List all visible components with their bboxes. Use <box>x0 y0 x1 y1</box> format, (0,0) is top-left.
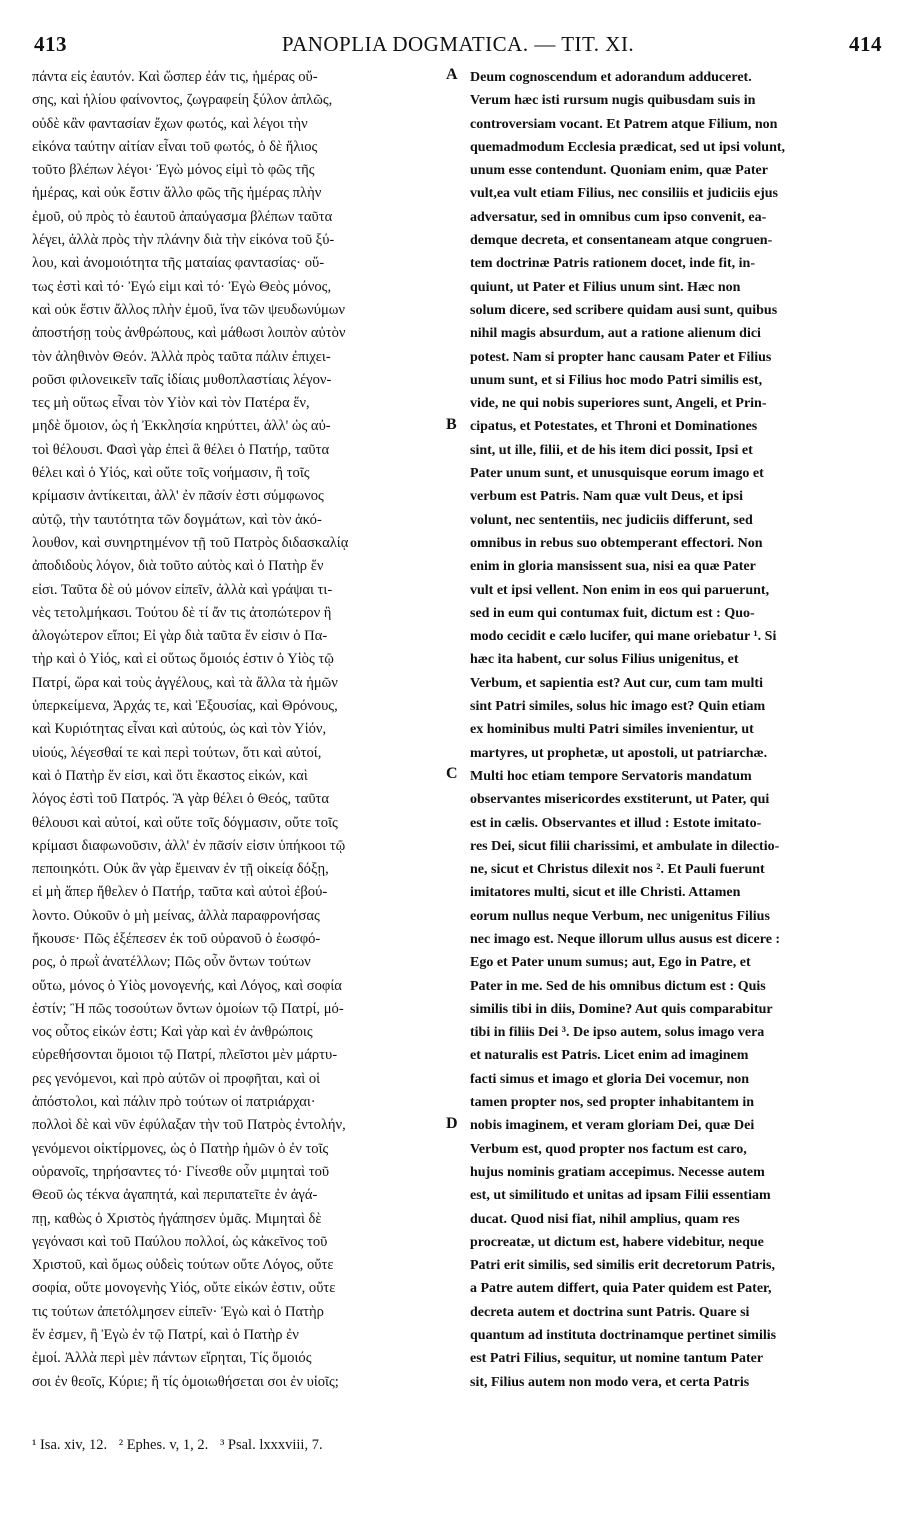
left-page-number: 413 <box>34 32 67 56</box>
text-line: ὑπερκείμενα, Ἀρχάς τε, καὶ Ἐξουσίας, καὶ Θρόνους, <box>32 698 338 715</box>
text-line: sit, Filius autem non modo vera, et certa Patris <box>470 1374 750 1390</box>
text-line: γενόμενοι οἰκτίρμονες, ὡς ὁ Πατὴρ ἡμῶν ὁ ἐν τοῖς <box>32 1140 329 1157</box>
text-line: θέλουσι καὶ αὐτοί, καὶ οὔτε τοῖς δόγμασιν, οὔτε τοῖς <box>32 814 338 831</box>
text-line: vide, ne qui nobis superiores sunt, Angeli, et Prin- <box>470 396 767 412</box>
text-line: λέγει, ἀλλὰ πρὸς τὴν πλάνην διὰ τὴν εἰκόνα τοῦ ξύ- <box>32 232 335 249</box>
text-line: procreatæ, ut dictum est, habere videbitur, neque <box>470 1234 764 1250</box>
text-line: οὐδὲ κἂν φαντασίαν ἔχων φωτός, καὶ λέγοι τὴν <box>32 115 308 132</box>
text-line: αὐτῷ, τὴν ταυτότητα τῶν δογμάτων, καὶ τὸν ἀκό- <box>32 511 322 528</box>
text-line: λόγος ἐστὶ τοῦ Πατρός. Ἃ γὰρ θέλει ὁ Θεός, ταῦτα <box>32 791 330 808</box>
text-line: εἰ μὴ ἅπερ ἤθελεν ὁ Πατήρ, ταῦτα καὶ αὐτοὶ ἐβού- <box>32 884 328 901</box>
text-line: καὶ οὐκ ἔστιν ἄλλος πλὴν ἐμοῦ, ἵνα τῶν ψευδωνύμων <box>32 301 345 318</box>
text-line: Θεοῦ ὡς τέκνα ἀγαπητά, καὶ περιπατεῖτε ἐν ἀγά- <box>32 1187 318 1204</box>
text-line: est in cælis. Observantes et illud : Estote imitato- <box>470 815 762 831</box>
footnote: ³ Psal. lxxxviii, 7. <box>219 1437 323 1453</box>
text-line: ne, sicut et Christus dilexit nos ². Et Pauli fuerunt <box>470 862 765 878</box>
text-line: λοντο. Οὐκοῦν ὁ μὴ μείνας, ἀλλὰ παραφρονήσας <box>32 907 320 924</box>
text-line: ἀπόστολοι, καὶ πάλιν πρὸ τούτων οἱ πατριάρχαι· <box>32 1094 316 1111</box>
text-line: similis tibi in diis, Domine? Aut quis comparabitur <box>470 1001 773 1017</box>
text-line: unum sunt, et si Filius hoc modo Patri similis est, <box>470 372 763 388</box>
margin-marker-d: D <box>446 1115 458 1132</box>
text-line: Verbum est, quod propter nos factum est caro, <box>470 1141 747 1157</box>
text-line: ducat. Quod nisi fiat, nihil amplius, quam res <box>470 1211 740 1227</box>
text-line: γεγόνασι καὶ τοῦ Παύλου πολλοί, ὡς κἀκεῖνος τοῦ <box>32 1233 328 1250</box>
text-line: hæc ita habent, cur solus Filius unigenitus, et <box>470 652 739 668</box>
text-line: sint Patri similes, solus hic imago est? Quin etiam <box>470 699 766 715</box>
text-line: nihil magis absurdum, aut a ratione alienum dici <box>470 326 761 342</box>
text-line: omnibus in rebus suo obtemperant effectori. Non <box>470 535 763 551</box>
text-line: Verbum, et sapientia est? Aut cur, cum tam multi <box>470 675 763 691</box>
text-line: verbum est Patris. Nam quæ vult Deus, et ipsi <box>470 489 743 505</box>
text-line: cipatus, et Potestates, et Throni et Dominationes <box>470 419 758 435</box>
text-line: τοῦτο βλέπων λέγοι· Ἐγὼ μόνος εἰμὶ τὸ φῶς τῆς <box>32 162 315 179</box>
text-line: ροῦσι φιλονεικεῖν ταῖς ἰδίαις μυθοπλαστίαις λέγον- <box>32 371 332 388</box>
text-line: est, ut similitudo et unitas ad ipsam Filii essentiam <box>470 1188 771 1204</box>
text-line: tibi in filiis Dei ³. De ipso autem, solus imago vera <box>470 1025 765 1041</box>
text-line: tem doctrinæ Patris rationem docet, inde fit, in- <box>470 256 755 272</box>
text-line: observantes misericordes exstiterunt, ut Pater, qui <box>470 792 770 808</box>
margin-marker-a: A <box>446 66 458 83</box>
text-line: vult,ea vult etiam Filius, nec consiliis et judiciis ejus <box>470 186 778 202</box>
footnote: ¹ Isa. xiv, 12. <box>32 1437 108 1453</box>
text-line: τες μὴ οὕτως εἶναι τὸν Υἱὸν καὶ τὸν Πατέρα ἕν, <box>32 395 310 412</box>
text-line: unum esse contendunt. Quoniam enim, quæ Pater <box>470 163 768 179</box>
text-line: πάντα εἰς ἑαυτόν. Καὶ ὥσπερ ἐάν τις, ἡμέρας οὔ- <box>32 69 318 85</box>
text-line: quantum ad instituta doctrinamque pertinet similis <box>470 1328 777 1344</box>
text-line: οὕτω, μόνος ὁ Υἱὸς μονογενής, καὶ Λόγος, καὶ σοφία <box>32 977 342 994</box>
text-line: sed in eum qui contumax fuit, dictum est : Quo- <box>470 605 755 621</box>
text-line: et naturalis est Patris. Licet enim ad imaginem <box>470 1048 749 1064</box>
text-line: εἰκόνα ταύτην αἰτίαν εἶναι τοῦ φωτός, ὁ δὲ ἥλιος <box>32 138 318 155</box>
footnote: ² Ephes. v, 1, 2. <box>118 1437 209 1453</box>
greek-text-column <box>32 66 452 1428</box>
text-line: eorum nullus neque Verbum, nec unigenitus Filius <box>470 908 770 924</box>
text-line: Pater unum sunt, et unusquisque eorum imago et <box>470 466 764 482</box>
text-line: τὴρ καὶ ὁ Υἱός, καὶ εἰ οὕτως ὅμοιός ἐστιν ὁ Υἱὸς τῷ <box>32 651 334 668</box>
text-line: facti simus et imago et gloria Dei vocemur, non <box>470 1071 750 1087</box>
text-line: σοφία, οὔτε μονογενὴς Υἱός, οὔτε εἰκών ἐστιν, οὔτε <box>32 1280 336 1297</box>
text-line: λου, καὶ ἀνομοιότητα τῆς ματαίας φαντασίας· οὕ- <box>32 255 325 272</box>
text-line: τὸν ἀληθινὸν Θεόν. Ἀλλὰ πρὸς ταῦτα πάλιν ἐπιχει- <box>32 348 331 365</box>
text-line: νος οὗτος εἰκών ἐστι; Καὶ γὰρ καὶ ἐν ἀνθρώποις <box>32 1024 313 1041</box>
text-line: θέλει καὶ ὁ Υἱός, καὶ οὔτε τοῖς νοήμασιν, ἢ τοῖς <box>32 465 310 482</box>
text-line: τως ἐστὶ καὶ τό· Ἐγώ εἰμι καὶ τό· Ἐγὼ Θεὸς μόνος, <box>32 278 332 295</box>
text-line: modo cecidit e cælo lucifer, qui mane oriebatur ¹. Si <box>470 629 777 645</box>
text-line: vult et ipsi vellent. Non enim in eos qui paruerunt, <box>470 582 770 598</box>
text-line: ἐμοί. Ἀλλὰ περὶ μὲν πάντων εἴρηται, Τίς ὅμοιός <box>32 1350 312 1367</box>
text-line: nec imago est. Neque illorum ullus ausus est dicere : <box>470 931 781 947</box>
text-line: τις τούτων ἀπετόλμησεν εἰπεῖν· Ἐγὼ καὶ ὁ Πατὴρ <box>32 1303 324 1320</box>
text-line: Χριστοῦ, καὶ ὅμως οὐδεὶς τούτων οὔτε Λόγος, οὔτε <box>32 1257 334 1274</box>
text-line: res Dei, sicut filii charissimi, et ambulate in dilectio- <box>470 838 780 854</box>
running-title: PANOPLIA DOGMATICA. — TIT. XI. <box>281 32 635 56</box>
text-line: est Patri Filius, sequitur, ut nomine tantum Pater <box>470 1351 764 1367</box>
text-line: κρίμασι διαφωνοῦσιν, ἀλλ' ἐν πᾶσίν εἰσιν ὑπήκοοι τῷ <box>32 837 346 854</box>
text-line: Verum hæc isti rursum nugis quibusdam suis in <box>470 93 756 109</box>
margin-marker-c: C <box>446 765 458 782</box>
text-line: λουθον, καὶ συνηρτημένον τῇ τοῦ Πατρὸς διδασκαλίᾳ <box>32 534 349 551</box>
text-line: πολλοὶ δὲ καὶ νῦν ἐφύλαξαν τὴν τοῦ Πατρὸς ἐντολήν, <box>32 1117 346 1134</box>
text-line: πεποιηκότι. Οὐκ ἂν γὰρ ἔμειναν ἐν τῇ οἰκείᾳ δόξῃ, <box>32 861 329 878</box>
text-line: controversiam vocant. Et Patrem atque Filium, non <box>470 116 778 132</box>
text-line: volunt, nec sententiis, nec judiciis differunt, sed <box>470 512 753 528</box>
footnotes <box>32 1437 882 1467</box>
text-line: nobis imaginem, et veram gloriam Dei, quæ Dei <box>470 1118 755 1134</box>
text-line: οὐρανοῖς, τηρήσαντες τό· Γίνεσθε οὖν μιμηταὶ τοῦ <box>32 1163 330 1180</box>
text-line: τοὶ θέλουσι. Φασὶ γὰρ ἐπεὶ ἃ θέλει ὁ Πατήρ, ταῦτα <box>32 441 330 458</box>
text-line: καὶ Κυριότητας εἶναι καὶ αὐτούς, ὡς καὶ τὸν Υἱόν, <box>32 721 327 738</box>
text-line: martyres, ut prophetæ, ut apostoli, ut patriarchæ. <box>470 745 768 761</box>
text-line: Deum cognoscendum et adorandum adduceret. <box>470 70 752 85</box>
text-line: Multi hoc etiam tempore Servatoris mandatum <box>470 768 752 784</box>
text-line: Patri erit similis, sed similis erit decretorum Patris, <box>470 1258 775 1274</box>
text-line: ἐστίν; Ἢ πῶς τοσούτων ὄντων ὁμοίων τῷ Πατρί, μό- <box>32 1000 344 1017</box>
text-line: ex hominibus multi Patri similes invenientur, ut <box>470 722 754 738</box>
text-line: a Patre autem differt, quia Pater quidem est Pater, <box>470 1281 772 1297</box>
text-line: ρες γενόμενοι, καὶ πρὸ αὐτῶν οἱ προφῆται, καὶ οἱ <box>32 1070 321 1087</box>
text-line: enim in gloria mansissent sua, nisi ea quæ Pater <box>470 559 756 575</box>
text-line: μηδὲ ὅμοιον, ὡς ἡ Ἐκκλησία κηρύττει, ἀλλ' ὡς αὐ- <box>32 418 331 435</box>
text-line: quemadmodum Ecclesia prædicat, sed ut ipsi volunt, <box>470 139 786 155</box>
text-line: ἀποστήσῃ τοὺς ἀνθρώπους, καὶ μάθωσι λοιπὸν αὐτὸν <box>32 325 346 342</box>
text-line: Pater in me. Sed de his omnibus dictum est : Quis <box>470 978 766 994</box>
text-line: adversatur, sed in omnibus cum ipso convenit, ea- <box>470 209 767 225</box>
text-line: ἤκουσε· Πῶς ἐξέπεσεν ἐκ τοῦ οὐρανοῦ ὁ ἑωσφό- <box>32 930 321 947</box>
text-line: imitatores multi, sicut et ille Christi. Attamen <box>470 885 741 901</box>
text-line: εὑρεθήσονται ὅμοιοι τῷ Πατρί, πλεῖστοι μὲν μάρτυ- <box>32 1047 338 1064</box>
text-line: Ego et Pater unum sumus; aut, Ego in Patre, et <box>470 955 751 971</box>
latin-text-column <box>470 66 886 1428</box>
text-line: ρος, ὁ πρωῒ ἀνατέλλων; Πῶς οὖν ὄντων τούτων <box>32 954 311 971</box>
text-line: σης, καὶ ἡλίου φαίνοντος, ζωγραφείη ξύλον ἁπλῶς, <box>32 92 333 109</box>
text-line: quiunt, ut Pater et Filius unum sint. Hæc non <box>470 279 741 295</box>
text-line: ἀλογώτερον εἴποι; Εἰ γὰρ διὰ ταῦτα ἕν εἰσιν ὁ Πα- <box>32 628 328 645</box>
text-line: sint, ut ille, filii, et de his item dici possit, Ipsi et <box>470 442 753 458</box>
text-line: ἕν ἐσμεν, ἢ Ἐγὼ ἐν τῷ Πατρί, καὶ ὁ Πατὴρ ἐν <box>32 1327 299 1344</box>
right-page-number: 414 <box>849 32 882 56</box>
text-line: υἱούς, λέγεσθαί τε καὶ περὶ τούτων, ὅτι καὶ αὐτοί, <box>32 744 322 761</box>
text-line: κρίμασιν ἀντίκειται, ἀλλ' ἐν πᾶσίν ἐστι σύμφωνος <box>32 488 324 505</box>
text-line: νὲς τετολμήκασι. Τούτου δὲ τί ἄν τις ἀτοπώτερον ἢ <box>32 604 332 621</box>
text-line: solum dicere, sed scribere quidam ausi sunt, quibus <box>470 302 778 318</box>
margin-marker-b: B <box>446 416 457 433</box>
text-line: καὶ ὁ Πατὴρ ἕν εἰσι, καὶ ὅτι ἕκαστος εἰκών, καὶ <box>32 767 308 784</box>
text-line: εἰσι. Ταῦτα δὲ οὐ μόνον εἰπεῖν, ἀλλὰ καὶ γράψαι τι- <box>32 581 333 598</box>
text-line: ἀποδιδοὺς λόγον, διὰ τοῦτο αὐτὸς καὶ ὁ Πατὴρ ἕν <box>32 558 324 575</box>
text-line: potest. Nam si propter hanc causam Pater et Filius <box>470 349 772 365</box>
text-line: πῃ, καθὼς ὁ Χριστὸς ἠγάπησεν ὑμᾶς. Μιμηταὶ δὲ <box>32 1210 322 1227</box>
page-header <box>30 30 886 64</box>
text-line: ἡμέρας, καὶ οὐκ ἔστιν ἄλλο φῶς τῆς ἡμέρας πλὴν <box>32 185 322 202</box>
text-line: ἐμοῦ, οὐ πρὸς τὸ ἑαυτοῦ ἀπαύγασμα βλέπων ταῦτα <box>32 208 333 225</box>
text-line: decreta autem et doctrina sunt Patris. Quare si <box>470 1304 750 1320</box>
text-line: tamen propter nos, sed propter inhabitantem in <box>470 1095 755 1111</box>
text-line: hujus nominis gratiam accepimus. Necesse autem <box>470 1164 765 1180</box>
text-line: Πατρί, ὥρα καὶ τοὺς ἀγγέλους, καὶ τὰ ἄλλα τὰ ἡμῶν <box>32 674 338 691</box>
text-line: demque decreta, et consentaneam atque congruen- <box>470 233 773 249</box>
text-line: σοι ἐν θεοῖς, Κύριε; ἢ τίς ὁμοιωθήσεται σοι ἐν υἱοῖς; <box>32 1373 339 1390</box>
